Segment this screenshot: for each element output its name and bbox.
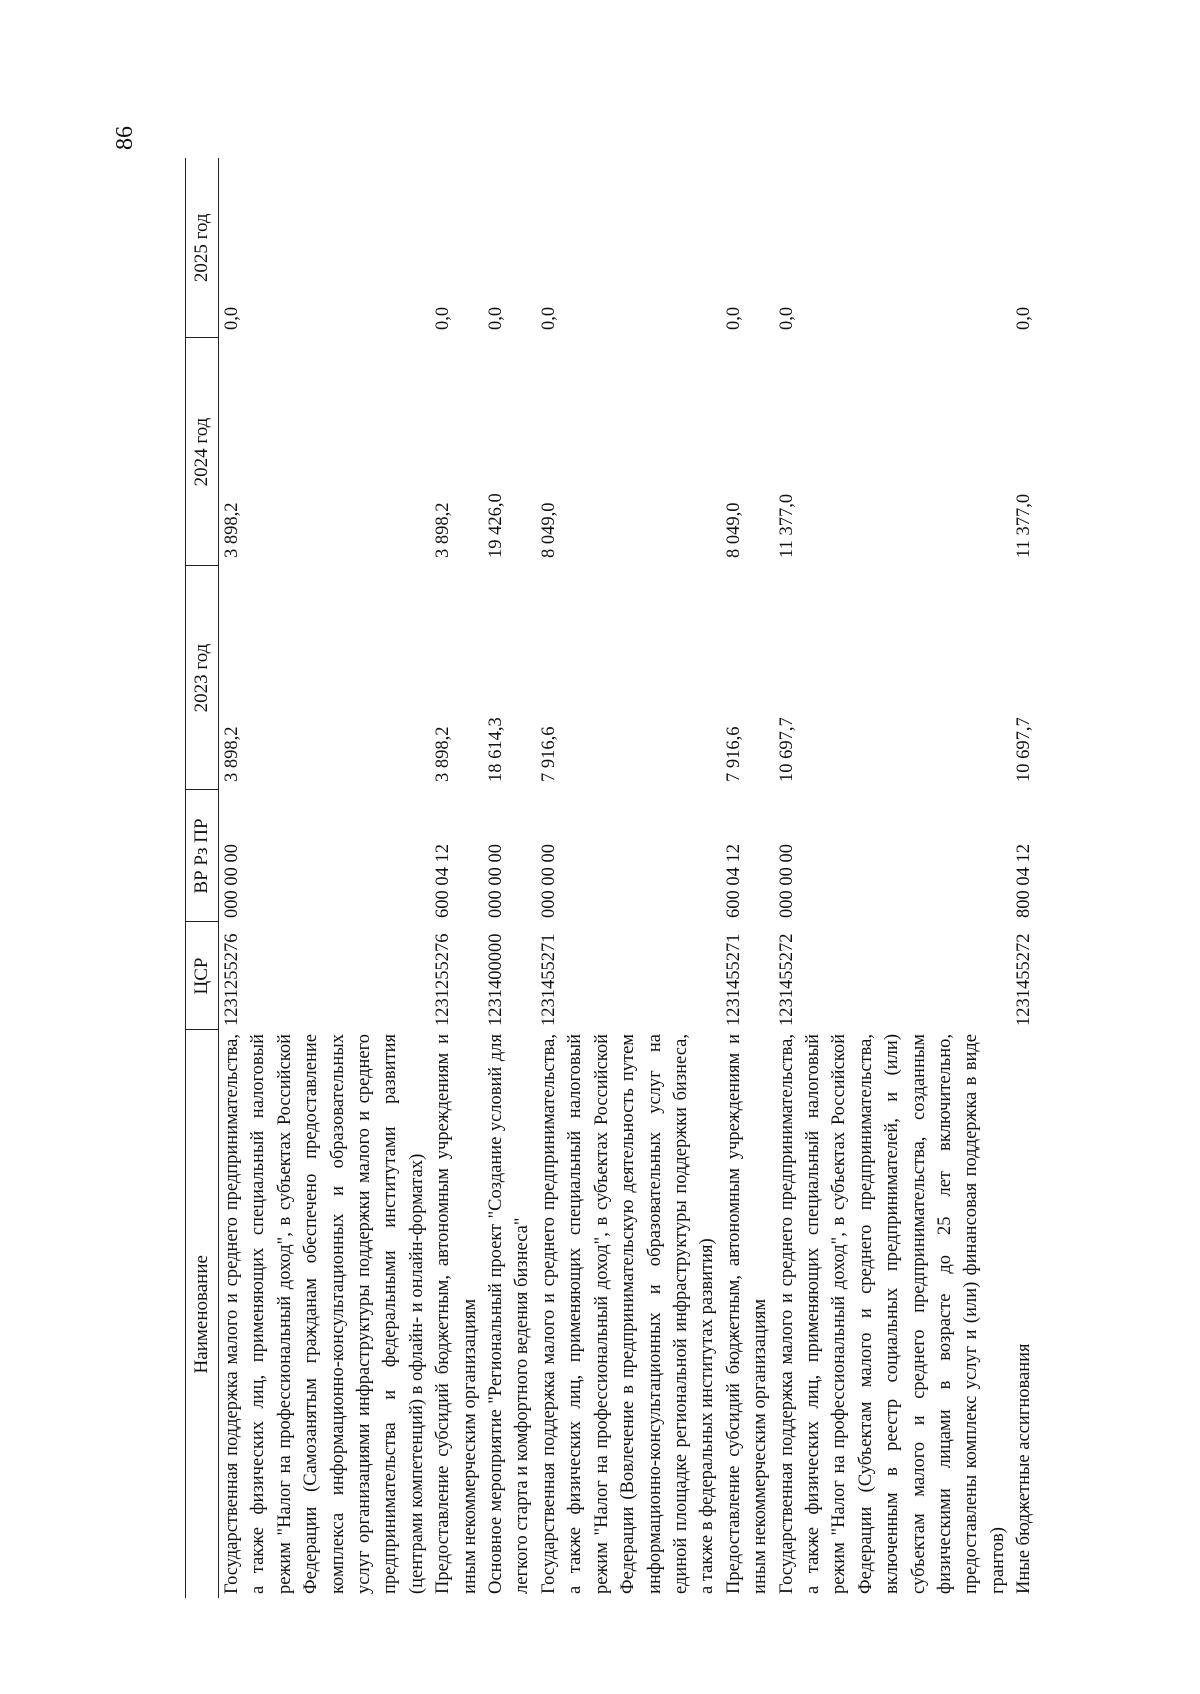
row-2023: 18 614,3 xyxy=(486,717,507,782)
row-2024: 11 377,0 xyxy=(776,493,797,558)
header-2024: 2024 год xyxy=(186,338,219,566)
row-codes: 000 00 00 xyxy=(486,844,507,918)
row-2025: 0,0 xyxy=(1014,306,1035,330)
row-name: Иные бюджетные ассигнования xyxy=(1014,1343,1035,1594)
row-name: Государственная поддержка малого и среднего предпринимательства, а также физических лиц, применяющих специальный налоговый режим "Налог на профессиональный доход", в субъектах Российской Федерации (Вовлечение в предпринимательскую деятельность путем информационно-консультационных и образовательных услуг на единой площадке региональной инфраструктуры поддержки бизнеса, а также в федеральных институтах развития) xyxy=(538,1034,718,1594)
row-codes: 600 04 12 xyxy=(723,844,744,918)
row-codes: 000 00 00 xyxy=(222,844,242,918)
row-codes: 600 04 12 xyxy=(433,844,454,918)
row-2023: 3 898,2 xyxy=(222,726,242,782)
row-2023: 7 916,6 xyxy=(723,726,744,782)
table-row xyxy=(430,158,483,1598)
table-row xyxy=(219,158,431,1598)
row-2024: 8 049,0 xyxy=(538,502,559,558)
row-name: Государственная поддержка малого и среднего предпринимательства, а также физических лиц, применяющих специальный налоговый режим "Налог на профессиональный доход", в субъектах Российской Федерации (Самозанятым гражданам обеспечено предоставление комплекса информационно-консультационных и образовательных услуг организациями инфраструктуры поддержки малого и среднего предпринимательства и федеральными институтами развития (центрами компетенций) в офлайн- и онлайн-форматах) xyxy=(222,1034,427,1594)
row-2023: 10 697,7 xyxy=(1014,717,1035,782)
row-2023: 10 697,7 xyxy=(776,717,797,782)
row-2025: 0,0 xyxy=(486,306,507,330)
table-row xyxy=(1011,158,1037,1598)
table-row xyxy=(483,158,536,1598)
row-2023: 7 916,6 xyxy=(538,726,559,782)
row-2025: 0,0 xyxy=(222,306,242,330)
row-name: Предоставление субсидий бюджетным, автономным учреждениям и иным некоммерческим организациям xyxy=(433,1034,480,1594)
header-codes: ВР Рз ПР xyxy=(186,790,219,922)
row-csr: 1231255276 xyxy=(222,933,242,1026)
row-csr: 1231455271 xyxy=(538,933,559,1026)
header-2025: 2025 год xyxy=(186,158,219,338)
row-2025: 0,0 xyxy=(723,306,744,330)
row-name: Государственная поддержка малого и среднего предпринимательства, а также физических лиц, применяющих специальный налоговый режим "Налог на профессиональный доход", в субъектах Российской Федерации (Субъектам малого и среднего предпринимательства, включенным в реестр социальных предпринимателей, и (или) субъектам малого и среднего предпринимательства, созданным физическими лицами в возрасте до 25 лет включительно, предоставлены комплекс услуг и (или) финансовая поддержка в виде грантов) xyxy=(776,1034,1008,1594)
table-row xyxy=(774,158,1012,1598)
row-codes: 000 00 00 xyxy=(776,844,797,918)
budget-table-sheet xyxy=(185,158,1035,1598)
row-2024: 19 426,0 xyxy=(486,493,507,558)
row-2025: 0,0 xyxy=(776,306,797,330)
row-2025: 0,0 xyxy=(433,306,454,330)
row-csr: 1231455272 xyxy=(1014,933,1035,1026)
row-codes: 000 00 00 xyxy=(538,844,559,918)
page-number: 86 xyxy=(112,126,138,150)
row-csr: 1231255276 xyxy=(433,933,454,1026)
row-name: Предоставление субсидий бюджетным, автономным учреждениям и иным некоммерческим организациям xyxy=(723,1034,771,1594)
row-codes: 800 04 12 xyxy=(1014,844,1035,918)
table-header-row xyxy=(186,158,219,1598)
row-2024: 11 377,0 xyxy=(1014,493,1035,558)
row-2025: 0,0 xyxy=(538,306,559,330)
header-csr: ЦСР xyxy=(186,922,219,1030)
table-row xyxy=(721,158,774,1598)
row-csr: 1231455272 xyxy=(776,933,797,1026)
table-row xyxy=(536,158,721,1598)
row-2024: 3 898,2 xyxy=(433,502,454,558)
header-name: Наименование xyxy=(186,1030,219,1598)
row-2024: 8 049,0 xyxy=(723,502,744,558)
row-name: Основное мероприятие "Региональный проект "Создание условий для легкого старта и комфортного ведения бизнеса" xyxy=(486,1034,533,1594)
row-csr: 1231400000 xyxy=(486,933,507,1026)
header-2023: 2023 год xyxy=(186,566,219,790)
row-2024: 3 898,2 xyxy=(222,502,242,558)
budget-table xyxy=(185,158,1038,1598)
row-csr: 1231455271 xyxy=(723,933,744,1026)
row-2023: 3 898,2 xyxy=(433,726,454,782)
